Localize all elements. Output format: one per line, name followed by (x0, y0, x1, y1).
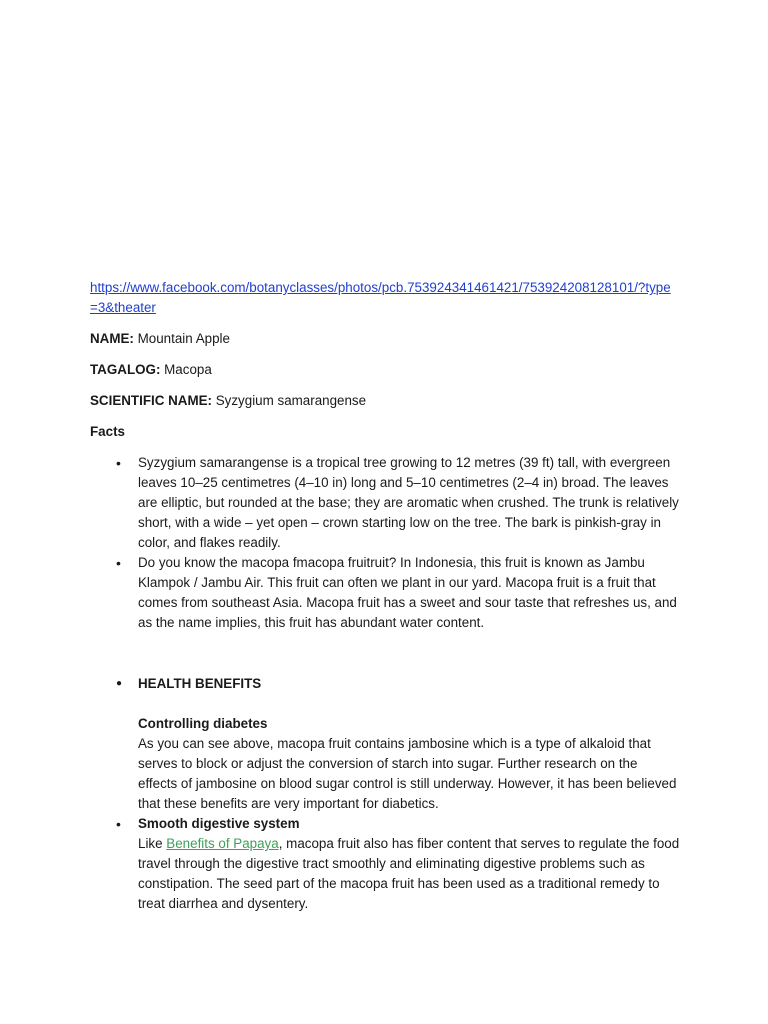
tagalog-value: Macopa (164, 362, 212, 377)
document-page (90, 278, 680, 914)
digestive-text: , macopa fruit also has fiber content that serves to regulate the food travel through the digestive tract smoothly and eliminating digestive problems such as constipation. The seed part of the macopa fruit has been used as a traditional remedy to treat diarrhea and dysentery. (138, 836, 680, 911)
name-value: Mountain Apple (137, 331, 230, 346)
facts-list (90, 453, 680, 914)
digestive-heading: • Smooth digestive system (138, 816, 300, 831)
fact-item-fruit: • Do you know the macopa fmacopa fruitruit? In Indonesia, this fruit is known as Jambu Klampok / Jambu Air. This fruit can often we plant in our yard. Macopa fruit is a fruit that comes from southeast Asia. Macopa fruit has a sweet and sour taste that refreshes us, and as the name implies, this fruit has abundant water content. (90, 553, 680, 633)
health-benefits-item (90, 674, 680, 814)
benefits-of-papaya-link[interactable]: Benefits of Papaya (166, 836, 279, 851)
digestive-paragraph (138, 836, 679, 911)
scientific-name-field (90, 391, 680, 411)
facebook-link[interactable]: https://www.facebook.com/botanyclasses/photos/pcb.753924341461421/753924208128101/?type=3&theater (90, 280, 671, 315)
list-spacer (90, 633, 680, 674)
name-label: NAME: (90, 331, 134, 346)
tagalog-label: TAGALOG: (90, 362, 161, 377)
scientific-name-value: Syzygium samarangense (215, 393, 367, 408)
digestive-prefix: Like (138, 836, 167, 851)
fact-item-tree: • Syzygium samarangense is a tropical tree growing to 12 metres (39 ft) tall, with evergreen leaves 10–25 centimetres (4–10 in) long and 5–10 centimetres (2–4 in) broad. The leaves are elliptic, but rounded at the base; they are aromatic when crushed. The trunk is relatively short, with a wide – yet open – crown starting low on the tree. The bark is pinkish-gray in color, and flakes readily. (90, 453, 680, 553)
digestive-item (90, 814, 680, 914)
scientific-name-label: SCIENTIFIC NAME: (90, 393, 212, 408)
diabetes-text: As you can see above, macopa fruit contains jambosine which is a type of alkaloid that serves to block or adjust the conversion of starch into sugar. Further research on the effects of jambosine on blood sugar control is still underway. However, it has been believed that these benefits are very important for diabetics. (138, 736, 677, 811)
diabetes-heading: Controlling diabetes (138, 716, 268, 731)
health-benefits-heading: ● HEALTH BENEFITS (138, 676, 262, 691)
facts-heading: Facts (90, 424, 125, 439)
name-field (90, 329, 680, 349)
tagalog-field (90, 360, 680, 380)
